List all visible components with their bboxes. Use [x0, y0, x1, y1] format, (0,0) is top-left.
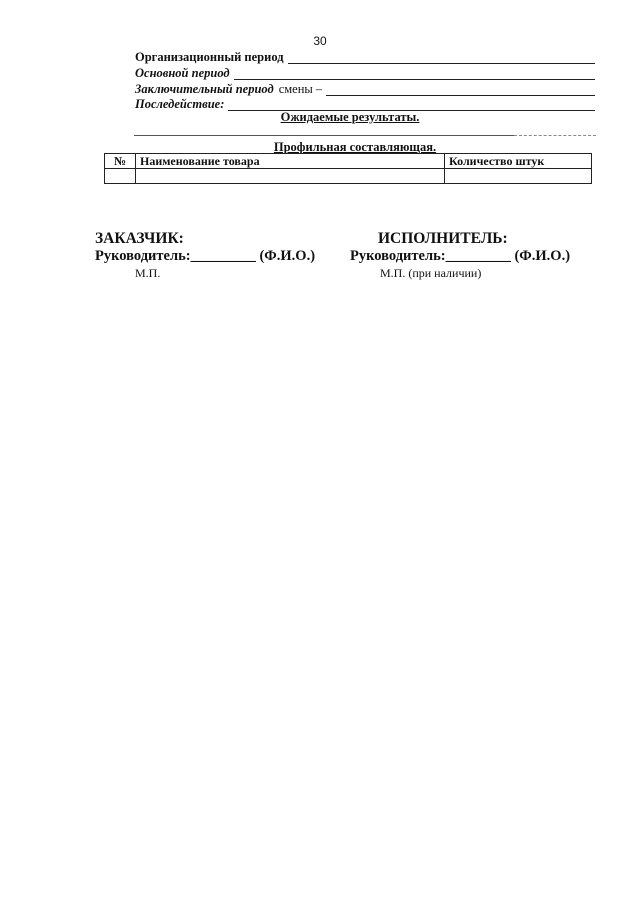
page-number: 30: [313, 34, 327, 48]
header-product-name: Наименование товара: [136, 154, 445, 169]
table-header-row: [105, 154, 592, 169]
main-period-row: [135, 64, 595, 80]
contractor-stamp: М.П. (при наличии): [380, 266, 482, 280]
customer-title: ЗАКАЗЧИК:: [95, 230, 184, 247]
customer-signature: Руководитель:_________ (Ф.И.О.): [95, 248, 316, 264]
header-quantity: Количество штук: [445, 154, 592, 169]
expected-results-heading: Ожидаемые результаты.: [280, 110, 420, 124]
org-period-blank: [288, 52, 595, 64]
goods-table: [104, 153, 592, 184]
profile-heading: Профильная составляющая.: [273, 140, 437, 154]
results-rule: [134, 135, 514, 136]
after-effect-label: Последействие:: [135, 97, 225, 111]
final-period-label: Заключительный период: [135, 82, 274, 96]
final-period-row: [135, 80, 595, 96]
cell-quantity: [445, 169, 592, 184]
contractor-signature: Руководитель:_________ (Ф.И.О.): [350, 248, 571, 264]
main-period-blank: [234, 68, 595, 80]
customer-stamp: М.П.: [135, 266, 161, 280]
contractor-title: ИСПОЛНИТЕЛЬ:: [378, 230, 508, 247]
header-number: №: [105, 154, 136, 169]
org-period-label: Организационный период: [135, 50, 284, 64]
org-period-row: [135, 48, 595, 64]
main-period-label: Основной период: [135, 66, 230, 80]
cell-product-name: [136, 169, 445, 184]
after-effect-row: [135, 95, 595, 111]
final-period-suffix: смены –: [278, 82, 323, 96]
cell-number: [105, 169, 136, 184]
results-rule-tail: [514, 135, 596, 136]
table-row: [105, 169, 592, 184]
